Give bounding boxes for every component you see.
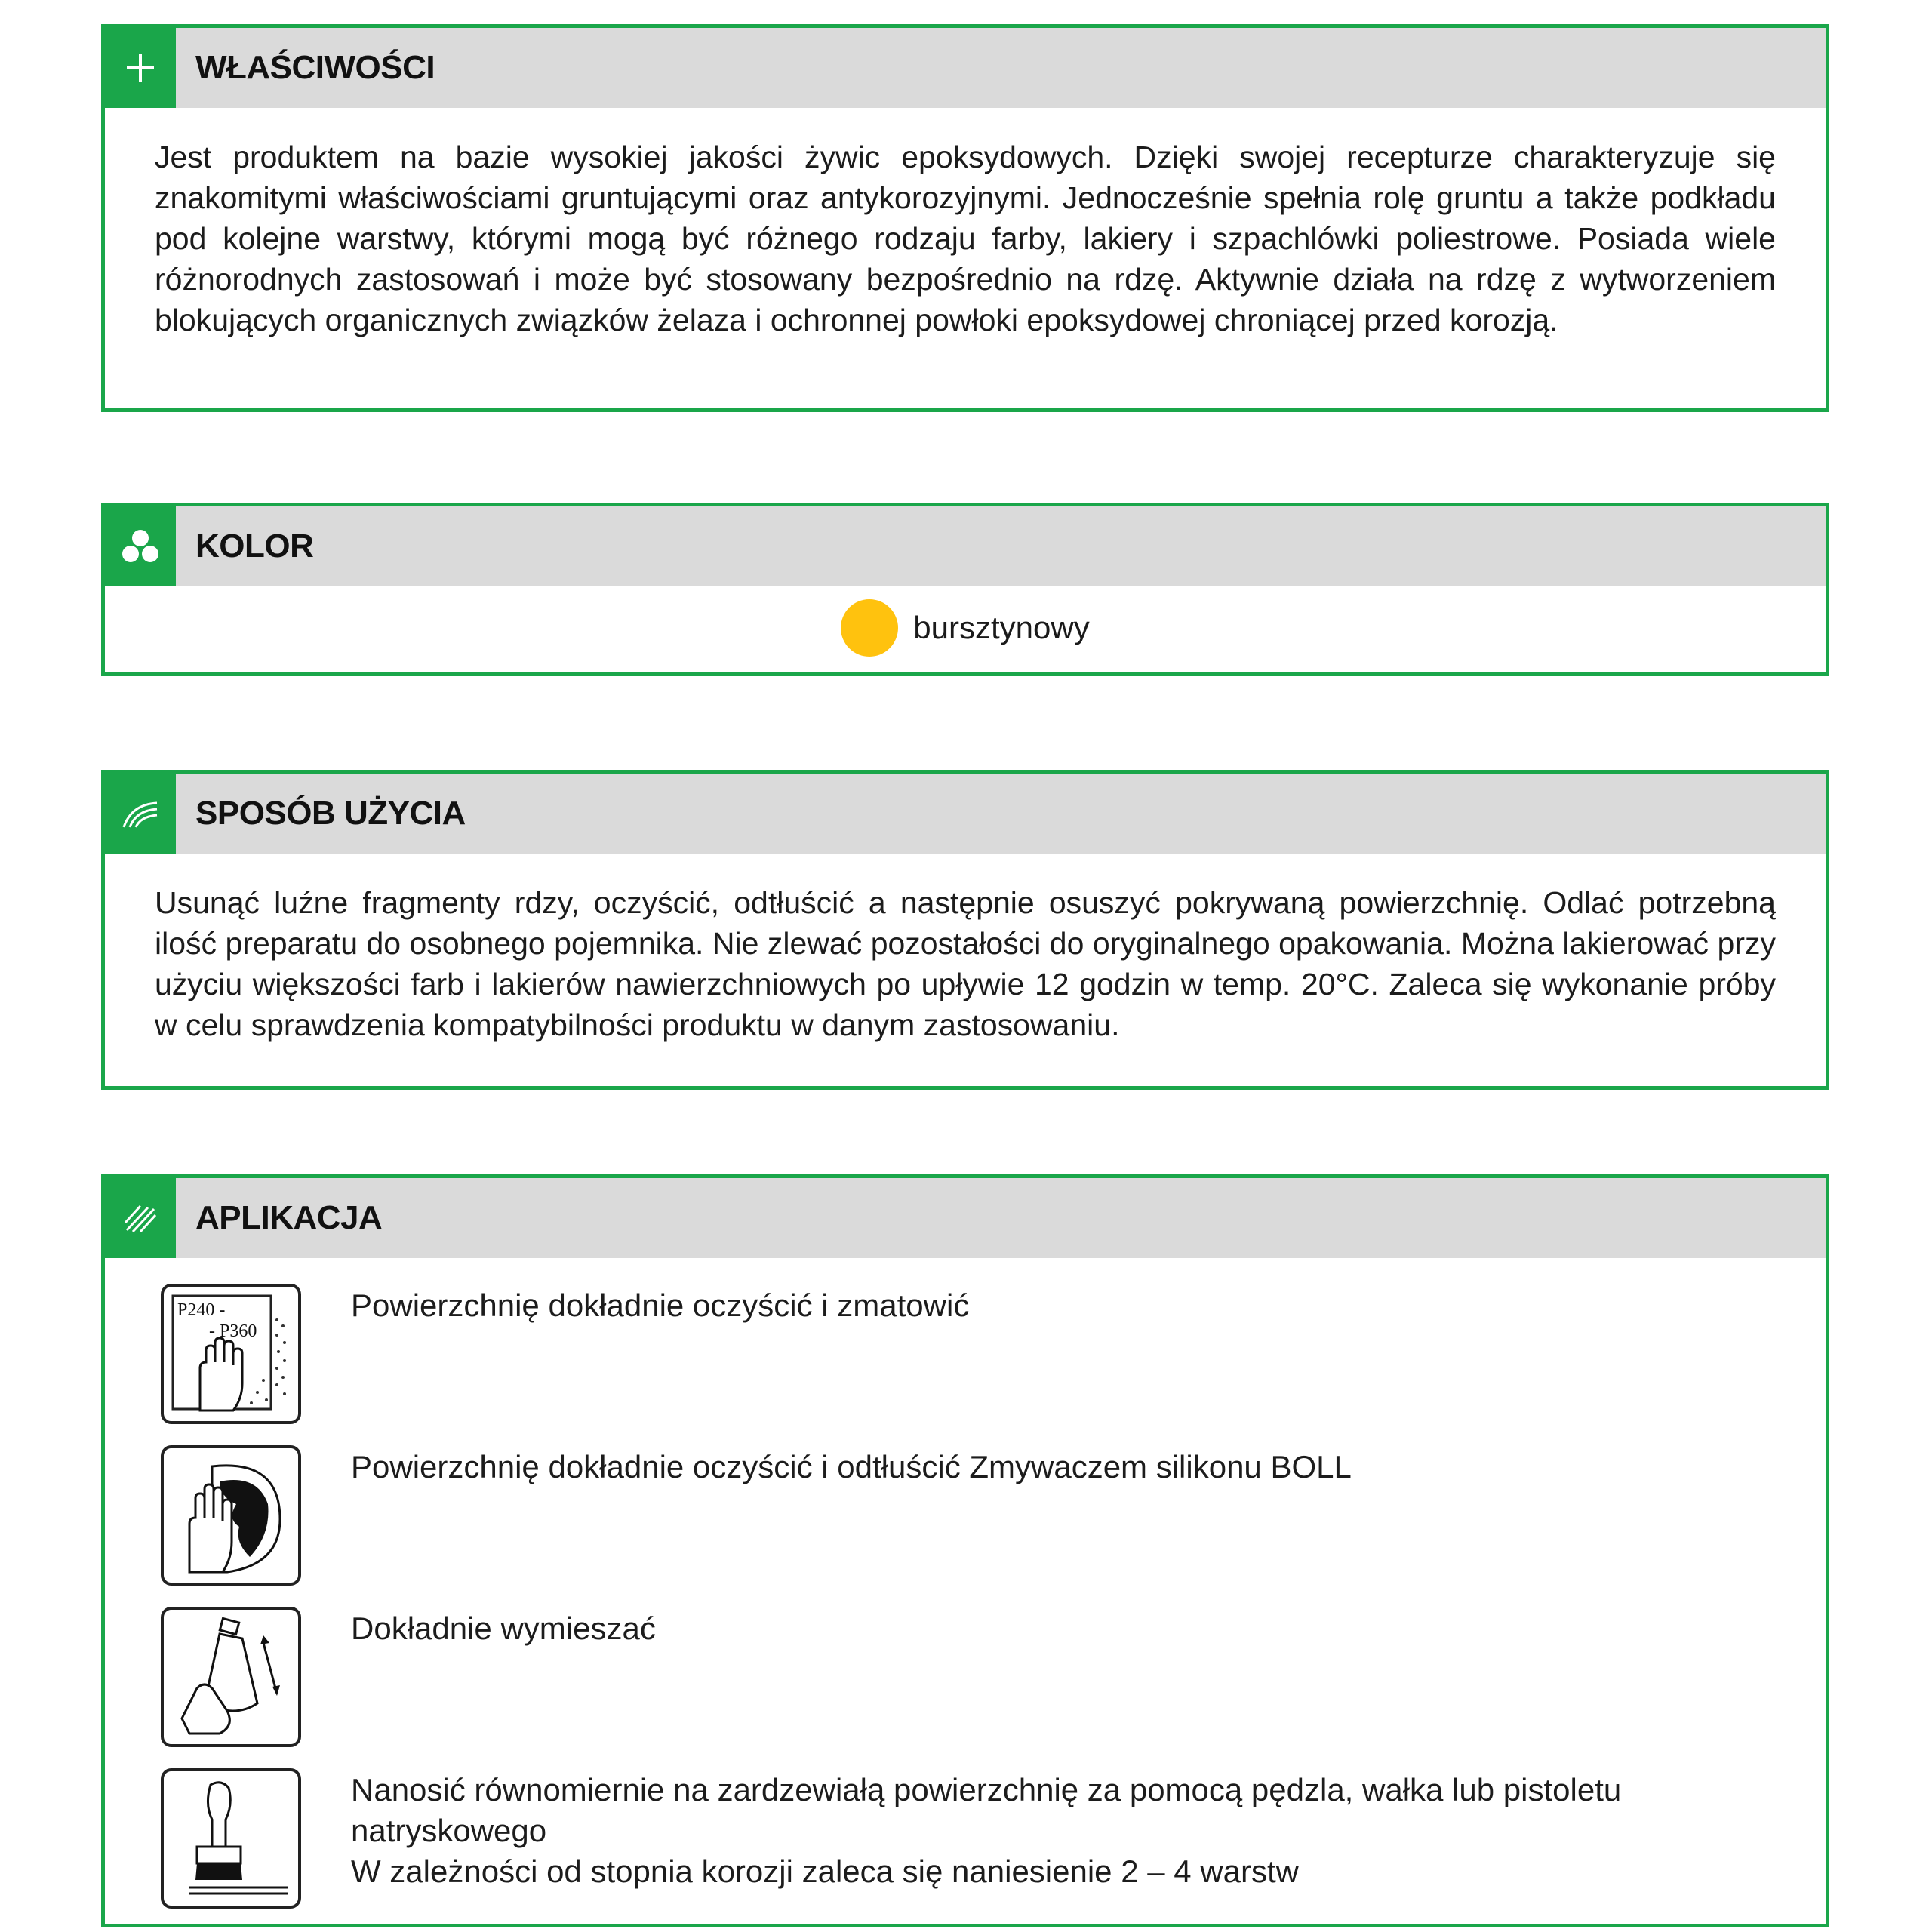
usage-section [101,770,1829,1090]
properties-text: Jest produktem na bazie wysokiej jakości żywic epoksydowych. Dzięki swojej recepturze charakteryzuje się znakomitymi właściwościami gruntującymi oraz antykorozyjnymi. Jednocześnie spełnia rolę gruntu a także podkładu pod kolejne warstwy, którymi mogą być różnego rodzaju farby, lakiery i szpachlówki poliestrowe. Posiada wiele różnorodnych zastosowań i może być stosowany bezpośrednio na rdzę. Aktywnie działa na rdzę z wytworzeniem blokujących organicznych związków żelaza i ochronnej powłoki epoksydowej chroniącej przed korozją. [155,140,1776,337]
application-title: APLIKACJA [195,1199,383,1236]
sanding-icon [161,1284,301,1424]
step-text-line: W zależności od stopnia korozji zaleca się naniesienie 2 – 4 warstw [351,1854,1299,1889]
properties-section [101,24,1829,412]
step-text: Powierzchnię dokładnie oczyścić i odtłuścić Zmywaczem silikonu BOLL [351,1449,1352,1484]
application-section [101,1174,1829,1927]
step-text [351,1770,1785,1892]
color-header [105,506,1826,586]
spray-waves-icon [105,774,176,854]
application-step [161,1445,1826,1607]
svg-text:P240 -: P240 - [177,1300,226,1320]
plus-icon [105,28,176,108]
amber-swatch [841,599,898,657]
properties-header [105,28,1826,108]
properties-title: WŁAŚCIWOŚCI [195,49,435,86]
color-circles-icon [105,506,176,586]
usage-title: SPOSÓB UŻYCIA [195,795,466,832]
step-text: Powierzchnię dokładnie oczyścić i zmatowić [351,1287,970,1323]
degrease-icon [161,1445,301,1586]
step-text-line: Nanosić równomiernie na zardzewiałą powierzchnię za pomocą pędzla, wałka lub pistoletu natryskowego [351,1772,1622,1848]
application-step [161,1284,1826,1445]
application-steps [105,1258,1826,1930]
step-text: Dokładnie wymieszać [351,1611,656,1646]
color-value: bursztynowy [913,610,1090,645]
usage-header [105,774,1826,854]
application-step [161,1607,1826,1768]
usage-text: Usunąć luźne fragmenty rdzy, oczyścić, odtłuścić a następnie osuszyć pokrywaną powierzchnię. Odlać potrzebną ilość preparatu do osobnego pojemnika. Nie zlewać pozostałości do oryginalnego opakowania. Można lakierować przy użyciu większości farb i lakierów nawierzchniowych po upływie 12 godzin w temp. 20°C. Zaleca się wykonanie próby w celu sprawdzenia kompatybilności produktu w danym zastosowaniu. [155,885,1776,1042]
application-step [161,1768,1826,1930]
color-section [101,503,1829,676]
color-title: KOLOR [195,528,314,565]
diagonal-lines-icon [105,1178,176,1258]
application-header [105,1178,1826,1258]
shake-icon [161,1607,301,1747]
svg-text:- P360: - P360 [209,1321,257,1341]
brush-icon [161,1768,301,1909]
color-value-row [105,586,1826,669]
